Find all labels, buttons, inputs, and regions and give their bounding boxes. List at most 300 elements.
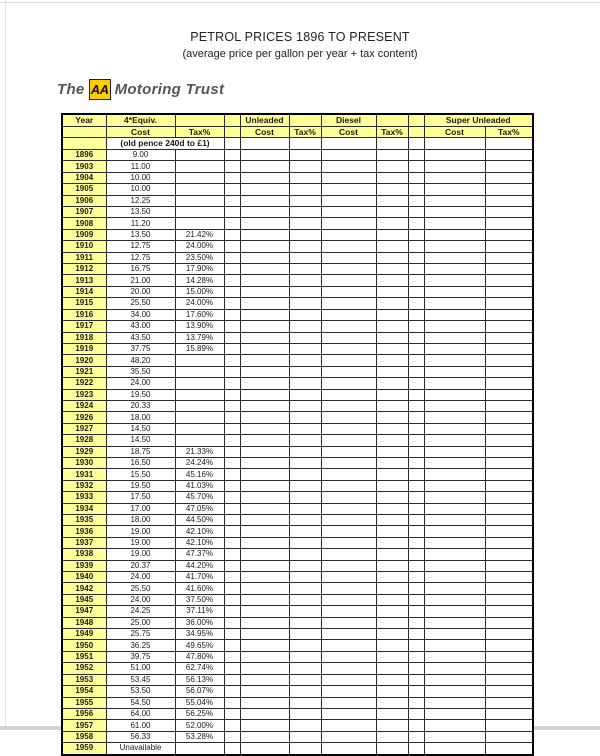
unleaded-tax-cell xyxy=(289,572,321,583)
four-star-tax-cell: 44.50% xyxy=(175,515,224,526)
separator-cell xyxy=(224,298,240,309)
table-row xyxy=(62,731,533,742)
unleaded-tax-cell xyxy=(289,298,321,309)
diesel-tax-cell xyxy=(376,743,408,755)
four-star-tax-cell xyxy=(175,184,224,195)
four-star-tax-cell: 17.90% xyxy=(175,264,224,275)
unleaded-tax-cell xyxy=(289,435,321,446)
table-row xyxy=(62,572,533,583)
four-star-cost-cell: 20.37 xyxy=(106,560,175,571)
table-row xyxy=(62,663,533,674)
diesel-cost-cell xyxy=(321,469,376,480)
diesel-cost-cell xyxy=(321,218,376,229)
four-star-tax-cell: 55.04% xyxy=(175,697,224,708)
four-star-tax-cell: 24.00% xyxy=(175,241,224,252)
four-star-tax-cell: 53.28% xyxy=(175,731,224,742)
super-unleaded-tax-cell xyxy=(485,686,533,697)
four-star-cost-cell: 51.00 xyxy=(106,663,175,674)
four-star-cost-cell: 20.00 xyxy=(106,286,175,297)
separator-cell xyxy=(408,195,424,206)
diesel-tax-cell xyxy=(376,686,408,697)
separator-cell xyxy=(408,172,424,183)
year-cell: 1937 xyxy=(62,537,106,548)
separator-cell xyxy=(408,229,424,240)
super-unleaded-tax-cell xyxy=(485,343,533,354)
separator-cell xyxy=(224,629,240,640)
separator-cell xyxy=(224,332,240,343)
empty-header-cell xyxy=(175,114,224,127)
four-star-tax-cell: 24.24% xyxy=(175,457,224,468)
separator-cell xyxy=(408,537,424,548)
four-star-tax-cell: 37.50% xyxy=(175,594,224,605)
empty-cell xyxy=(321,138,376,150)
separator-cell xyxy=(408,264,424,275)
table-row xyxy=(62,560,533,571)
separator-cell xyxy=(224,252,240,263)
four-star-tax-cell: 49.65% xyxy=(175,640,224,651)
four-star-cost-cell: 14.50 xyxy=(106,435,175,446)
super-unleaded-cost-cell xyxy=(424,161,485,172)
four-star-cost-cell: 10.00 xyxy=(106,172,175,183)
unleaded-tax-cell xyxy=(289,172,321,183)
four-star-tax-cell: 52.00% xyxy=(175,720,224,731)
super-unleaded-tax-cell xyxy=(485,321,533,332)
empty-cell xyxy=(289,138,321,150)
year-cell: 1914 xyxy=(62,286,106,297)
separator-cell xyxy=(408,389,424,400)
unleaded-cost-cell xyxy=(240,252,289,263)
unleaded-cost-cell xyxy=(240,286,289,297)
table-row xyxy=(62,606,533,617)
separator-cell xyxy=(408,252,424,263)
super-unleaded-cost-cell xyxy=(424,150,485,161)
diesel-cost-cell xyxy=(321,686,376,697)
unleaded-cost-cell xyxy=(240,560,289,571)
unleaded-tax-cell xyxy=(289,366,321,377)
empty-header-cell xyxy=(289,114,321,127)
four-star-cost-cell: 36.25 xyxy=(106,640,175,651)
diesel-tax-cell xyxy=(376,457,408,468)
unleaded-tax-cell xyxy=(289,332,321,343)
four-star-tax-cell: 13.79% xyxy=(175,332,224,343)
unleaded-tax-cell xyxy=(289,275,321,286)
table-row xyxy=(62,343,533,354)
super-unleaded-cost-cell xyxy=(424,583,485,594)
separator-cell xyxy=(224,400,240,411)
four-star-tax-cell: 44.20% xyxy=(175,560,224,571)
year-cell: 1928 xyxy=(62,435,106,446)
diesel-cost-cell xyxy=(321,309,376,320)
unleaded-tax-cell xyxy=(289,617,321,628)
diesel-tax-cell xyxy=(376,708,408,719)
super-unleaded-tax-cell xyxy=(485,469,533,480)
separator-cell xyxy=(224,469,240,480)
diesel-cost-cell xyxy=(321,252,376,263)
year-cell: 1896 xyxy=(62,150,106,161)
unleaded-tax-cell xyxy=(289,583,321,594)
diesel-cost-cell xyxy=(321,161,376,172)
super-unleaded-cost-cell xyxy=(424,537,485,548)
super-unleaded-cost-cell xyxy=(424,264,485,275)
year-cell: 1933 xyxy=(62,492,106,503)
four-star-cost-cell: 16.50 xyxy=(106,457,175,468)
super-unleaded-cost-cell xyxy=(424,708,485,719)
super-unleaded-cost-cell xyxy=(424,457,485,468)
four-star-cost-cell: 43.50 xyxy=(106,332,175,343)
diesel-cost-cell xyxy=(321,355,376,366)
super-unleaded-cost-cell xyxy=(424,572,485,583)
super-unleaded-tax-cell xyxy=(485,526,533,537)
table-row xyxy=(62,526,533,537)
separator-cell xyxy=(408,321,424,332)
unleaded-tax-cell xyxy=(289,423,321,434)
page-edge-left xyxy=(5,0,6,730)
unleaded-tax-cell xyxy=(289,503,321,514)
separator-cell xyxy=(224,172,240,183)
four-star-tax-cell: 36.00% xyxy=(175,617,224,628)
separator-cell xyxy=(224,275,240,286)
unleaded-cost-cell xyxy=(240,537,289,548)
four-star-tax-cell: 42.10% xyxy=(175,526,224,537)
diesel-tax-cell xyxy=(376,275,408,286)
col-header-year: Year xyxy=(62,114,106,127)
logo-text-motoring-trust: Motoring Trust xyxy=(114,80,225,98)
diesel-cost-cell xyxy=(321,594,376,605)
four-star-tax-cell: 23.50% xyxy=(175,252,224,263)
col-header-4star-cost: Cost xyxy=(106,127,175,138)
year-cell: 1919 xyxy=(62,343,106,354)
super-unleaded-cost-cell xyxy=(424,651,485,662)
table-row xyxy=(62,617,533,628)
four-star-cost-cell: 54.50 xyxy=(106,697,175,708)
super-unleaded-cost-cell xyxy=(424,617,485,628)
separator-cell xyxy=(408,207,424,218)
unleaded-cost-cell xyxy=(240,651,289,662)
diesel-cost-cell xyxy=(321,195,376,206)
four-star-tax-cell xyxy=(175,389,224,400)
super-unleaded-tax-cell xyxy=(485,195,533,206)
four-star-cost-cell: 18.75 xyxy=(106,446,175,457)
separator-cell xyxy=(224,674,240,685)
super-unleaded-cost-cell xyxy=(424,241,485,252)
unleaded-cost-cell xyxy=(240,207,289,218)
unleaded-tax-cell xyxy=(289,241,321,252)
diesel-tax-cell xyxy=(376,697,408,708)
diesel-tax-cell xyxy=(376,435,408,446)
super-unleaded-tax-cell xyxy=(485,229,533,240)
super-unleaded-cost-cell xyxy=(424,412,485,423)
four-star-cost-cell: 48.20 xyxy=(106,355,175,366)
year-cell: 1942 xyxy=(62,583,106,594)
table-row xyxy=(62,400,533,411)
year-cell: 1912 xyxy=(62,264,106,275)
separator-cell xyxy=(408,663,424,674)
super-unleaded-tax-cell xyxy=(485,640,533,651)
separator-cell xyxy=(408,606,424,617)
diesel-cost-cell xyxy=(321,572,376,583)
col-header-unleaded-cost: Cost xyxy=(240,127,289,138)
diesel-cost-cell xyxy=(321,515,376,526)
year-cell: 1956 xyxy=(62,708,106,719)
separator-cell xyxy=(224,549,240,560)
year-cell: 1939 xyxy=(62,560,106,571)
year-cell: 1923 xyxy=(62,389,106,400)
unleaded-tax-cell xyxy=(289,378,321,389)
four-star-tax-cell xyxy=(175,743,224,755)
four-star-cost-cell: 17.00 xyxy=(106,503,175,514)
table-row xyxy=(62,515,533,526)
super-unleaded-cost-cell xyxy=(424,389,485,400)
super-unleaded-cost-cell xyxy=(424,298,485,309)
unleaded-cost-cell xyxy=(240,172,289,183)
diesel-cost-cell xyxy=(321,674,376,685)
year-cell: 1910 xyxy=(62,241,106,252)
table-row xyxy=(62,423,533,434)
unleaded-cost-cell xyxy=(240,218,289,229)
separator-cell xyxy=(224,446,240,457)
table-row xyxy=(62,355,533,366)
super-unleaded-tax-cell xyxy=(485,400,533,411)
diesel-tax-cell xyxy=(376,480,408,491)
super-unleaded-tax-cell xyxy=(485,218,533,229)
four-star-cost-cell: 34.00 xyxy=(106,309,175,320)
diesel-cost-cell xyxy=(321,264,376,275)
super-unleaded-tax-cell xyxy=(485,480,533,491)
four-star-tax-cell xyxy=(175,218,224,229)
unleaded-cost-cell xyxy=(240,298,289,309)
unleaded-cost-cell xyxy=(240,572,289,583)
separator-cell xyxy=(408,526,424,537)
unleaded-tax-cell xyxy=(289,252,321,263)
diesel-cost-cell xyxy=(321,651,376,662)
petrol-prices-table xyxy=(61,113,534,756)
separator-cell xyxy=(224,617,240,628)
super-unleaded-cost-cell xyxy=(424,309,485,320)
super-unleaded-tax-cell xyxy=(485,606,533,617)
table-row xyxy=(62,743,533,755)
super-unleaded-cost-cell xyxy=(424,515,485,526)
unleaded-tax-cell xyxy=(289,457,321,468)
super-unleaded-tax-cell xyxy=(485,708,533,719)
separator-cell xyxy=(224,412,240,423)
unleaded-cost-cell xyxy=(240,686,289,697)
super-unleaded-cost-cell xyxy=(424,549,485,560)
diesel-tax-cell xyxy=(376,617,408,628)
diesel-tax-cell xyxy=(376,184,408,195)
unleaded-tax-cell xyxy=(289,640,321,651)
diesel-tax-cell xyxy=(376,286,408,297)
year-cell: 1954 xyxy=(62,686,106,697)
four-star-tax-cell xyxy=(175,172,224,183)
super-unleaded-tax-cell xyxy=(485,309,533,320)
four-star-tax-cell: 41.60% xyxy=(175,583,224,594)
super-unleaded-tax-cell xyxy=(485,150,533,161)
unleaded-cost-cell xyxy=(240,229,289,240)
year-cell: 1955 xyxy=(62,697,106,708)
super-unleaded-cost-cell xyxy=(424,606,485,617)
four-star-cost-cell: 25.75 xyxy=(106,629,175,640)
unleaded-tax-cell xyxy=(289,686,321,697)
four-star-tax-cell: 47.05% xyxy=(175,503,224,514)
year-cell: 1922 xyxy=(62,378,106,389)
unleaded-cost-cell xyxy=(240,150,289,161)
separator-cell xyxy=(408,412,424,423)
separator-cell xyxy=(224,457,240,468)
table-row xyxy=(62,252,533,263)
separator-cell xyxy=(224,572,240,583)
unleaded-tax-cell xyxy=(289,207,321,218)
four-star-tax-cell xyxy=(175,378,224,389)
four-star-tax-cell: 45.16% xyxy=(175,469,224,480)
year-cell: 1959 xyxy=(62,743,106,755)
super-unleaded-tax-cell xyxy=(485,674,533,685)
separator-cell xyxy=(224,241,240,252)
table-row xyxy=(62,412,533,423)
year-cell: 1926 xyxy=(62,412,106,423)
separator-cell xyxy=(224,229,240,240)
col-header-4star-equiv: 4*Equiv. xyxy=(106,114,175,127)
unleaded-cost-cell xyxy=(240,606,289,617)
diesel-tax-cell xyxy=(376,218,408,229)
four-star-cost-cell: 53.45 xyxy=(106,674,175,685)
separator-cell xyxy=(408,218,424,229)
separator-cell xyxy=(408,743,424,755)
unleaded-cost-cell xyxy=(240,435,289,446)
super-unleaded-cost-cell xyxy=(424,207,485,218)
super-unleaded-cost-cell xyxy=(424,469,485,480)
separator-cell xyxy=(224,309,240,320)
diesel-cost-cell xyxy=(321,617,376,628)
four-star-cost-cell: 9.00 xyxy=(106,150,175,161)
super-unleaded-tax-cell xyxy=(485,457,533,468)
unleaded-cost-cell xyxy=(240,389,289,400)
diesel-cost-cell xyxy=(321,560,376,571)
table-row xyxy=(62,229,533,240)
super-unleaded-tax-cell xyxy=(485,617,533,628)
super-unleaded-tax-cell xyxy=(485,560,533,571)
unleaded-cost-cell xyxy=(240,195,289,206)
four-star-cost-cell: 19.50 xyxy=(106,389,175,400)
super-unleaded-cost-cell xyxy=(424,366,485,377)
four-star-cost-cell: 35.50 xyxy=(106,366,175,377)
unleaded-cost-cell xyxy=(240,503,289,514)
four-star-tax-cell xyxy=(175,207,224,218)
diesel-tax-cell xyxy=(376,515,408,526)
unleaded-tax-cell xyxy=(289,549,321,560)
diesel-tax-cell xyxy=(376,207,408,218)
page-title: PETROL PRICES 1896 TO PRESENT xyxy=(190,30,410,44)
page-subtitle: (average price per gallon per year + tax content) xyxy=(182,48,418,60)
table-row xyxy=(62,378,533,389)
diesel-tax-cell xyxy=(376,161,408,172)
separator-cell xyxy=(224,480,240,491)
four-star-tax-cell: 62.74% xyxy=(175,663,224,674)
unleaded-tax-cell xyxy=(289,264,321,275)
separator-cell xyxy=(408,560,424,571)
unleaded-cost-cell xyxy=(240,309,289,320)
separator-cell xyxy=(408,629,424,640)
four-star-tax-cell: 56.07% xyxy=(175,686,224,697)
year-cell: 1945 xyxy=(62,594,106,605)
super-unleaded-tax-cell xyxy=(485,423,533,434)
four-star-tax-cell: 15.89% xyxy=(175,343,224,354)
diesel-cost-cell xyxy=(321,207,376,218)
separator-cell xyxy=(224,321,240,332)
year-cell: 1907 xyxy=(62,207,106,218)
four-star-tax-cell: 47.37% xyxy=(175,549,224,560)
table-row xyxy=(62,321,533,332)
table-row xyxy=(62,492,533,503)
four-star-cost-cell: 24.00 xyxy=(106,572,175,583)
four-star-tax-cell: 15.00% xyxy=(175,286,224,297)
unleaded-cost-cell xyxy=(240,674,289,685)
year-cell: 1909 xyxy=(62,229,106,240)
year-cell: 1949 xyxy=(62,629,106,640)
unleaded-cost-cell xyxy=(240,400,289,411)
year-cell: 1915 xyxy=(62,298,106,309)
unleaded-tax-cell xyxy=(289,594,321,605)
diesel-cost-cell xyxy=(321,435,376,446)
super-unleaded-cost-cell xyxy=(424,526,485,537)
separator-cell xyxy=(224,560,240,571)
super-unleaded-tax-cell xyxy=(485,412,533,423)
unleaded-cost-cell xyxy=(240,480,289,491)
four-star-cost-cell: 19.00 xyxy=(106,537,175,548)
separator-cell xyxy=(408,298,424,309)
unleaded-tax-cell xyxy=(289,218,321,229)
super-unleaded-cost-cell xyxy=(424,252,485,263)
separator-cell xyxy=(408,617,424,628)
diesel-tax-cell xyxy=(376,355,408,366)
super-unleaded-tax-cell xyxy=(485,366,533,377)
separator-cell xyxy=(408,492,424,503)
unleaded-tax-cell xyxy=(289,492,321,503)
diesel-cost-cell xyxy=(321,526,376,537)
unleaded-tax-cell xyxy=(289,161,321,172)
empty-year-cell xyxy=(62,138,106,150)
diesel-cost-cell xyxy=(321,389,376,400)
four-star-tax-cell: 24.00% xyxy=(175,298,224,309)
col-header-diesel-tax: Tax% xyxy=(376,127,408,138)
diesel-tax-cell xyxy=(376,492,408,503)
separator-cell xyxy=(224,389,240,400)
year-cell: 1906 xyxy=(62,195,106,206)
super-unleaded-cost-cell xyxy=(424,594,485,605)
unleaded-cost-cell xyxy=(240,241,289,252)
separator-cell xyxy=(408,708,424,719)
year-cell: 1911 xyxy=(62,252,106,263)
super-unleaded-cost-cell xyxy=(424,674,485,685)
unleaded-tax-cell xyxy=(289,184,321,195)
empty-cell xyxy=(240,138,289,150)
diesel-tax-cell xyxy=(376,572,408,583)
unleaded-tax-cell xyxy=(289,708,321,719)
super-unleaded-cost-cell xyxy=(424,663,485,674)
separator-header-cell xyxy=(224,127,240,138)
diesel-tax-cell xyxy=(376,526,408,537)
unleaded-cost-cell xyxy=(240,526,289,537)
four-star-cost-cell: 24.00 xyxy=(106,378,175,389)
four-star-cost-cell: 12.75 xyxy=(106,241,175,252)
unleaded-tax-cell xyxy=(289,469,321,480)
four-star-cost-cell: 25.00 xyxy=(106,617,175,628)
four-star-cost-cell: 12.25 xyxy=(106,195,175,206)
super-unleaded-cost-cell xyxy=(424,686,485,697)
year-cell: 1948 xyxy=(62,617,106,628)
super-unleaded-tax-cell xyxy=(485,389,533,400)
separator-cell xyxy=(224,697,240,708)
unleaded-tax-cell xyxy=(289,697,321,708)
